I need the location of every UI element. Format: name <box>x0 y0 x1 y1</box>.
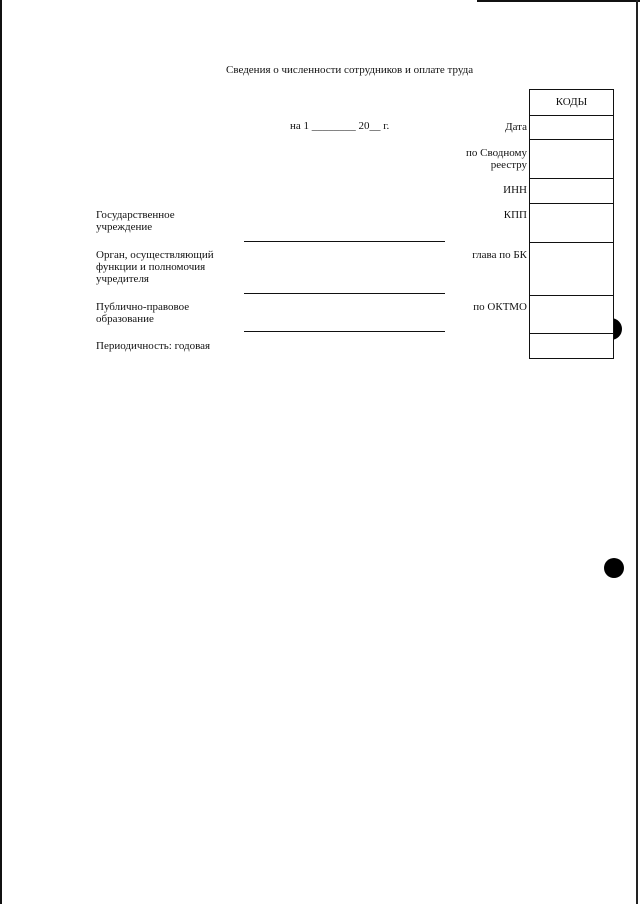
report-date-line <box>290 120 389 132</box>
codes-box <box>529 89 614 359</box>
label-line: по Сводному <box>465 147 527 159</box>
founder-authority-input-line[interactable] <box>244 293 445 294</box>
label-line: функции и полномочия <box>96 261 206 273</box>
codes-row-divider <box>530 203 613 204</box>
date-year-prefix: 20 <box>358 120 370 132</box>
field-label-institution <box>96 209 175 233</box>
periodicity-label: Периодичность: годовая <box>96 340 211 352</box>
codes-row-divider <box>530 115 613 116</box>
code-label-svodny <box>430 147 527 171</box>
codes-row-divider <box>530 139 613 140</box>
label-line: Публично-правовое <box>96 301 190 313</box>
label-line: учредителя <box>96 273 149 285</box>
code-label-inn: ИНН <box>503 184 527 196</box>
date-suffix: г. <box>383 120 390 132</box>
scan-edge-top <box>477 0 640 2</box>
form-title: Сведения о численности сотрудников и оплате труда <box>226 64 474 76</box>
label-line: учреждение <box>96 221 153 233</box>
code-label-kpp: КПП <box>503 209 527 221</box>
code-label-date: Дата <box>505 121 527 133</box>
codes-row-divider <box>530 295 613 296</box>
code-label-oktmo: по ОКТМО <box>473 301 527 313</box>
date-year-blank[interactable]: __ <box>369 120 381 132</box>
label-line: Орган, осуществляющий <box>96 249 214 261</box>
date-day-blank[interactable]: ________ <box>311 120 356 132</box>
code-label-glava: глава по БК <box>472 249 527 261</box>
codes-row-divider <box>530 333 613 334</box>
institution-input-line[interactable] <box>244 241 445 242</box>
public-entity-input-line[interactable] <box>244 331 445 332</box>
codes-row-divider <box>530 178 613 179</box>
punch-hole-bottom <box>604 558 624 578</box>
label-line: образование <box>96 313 154 325</box>
label-line: Государственное <box>96 209 175 221</box>
codes-header: КОДЫ <box>555 96 588 108</box>
field-label-founder-authority <box>96 249 214 285</box>
scan-edge-right <box>636 0 638 904</box>
codes-row-divider <box>530 242 613 243</box>
date-prefix: на 1 <box>290 120 310 132</box>
field-label-public-entity <box>96 301 189 325</box>
scan-edge-left <box>0 0 2 904</box>
label-line: реестру <box>490 159 527 171</box>
